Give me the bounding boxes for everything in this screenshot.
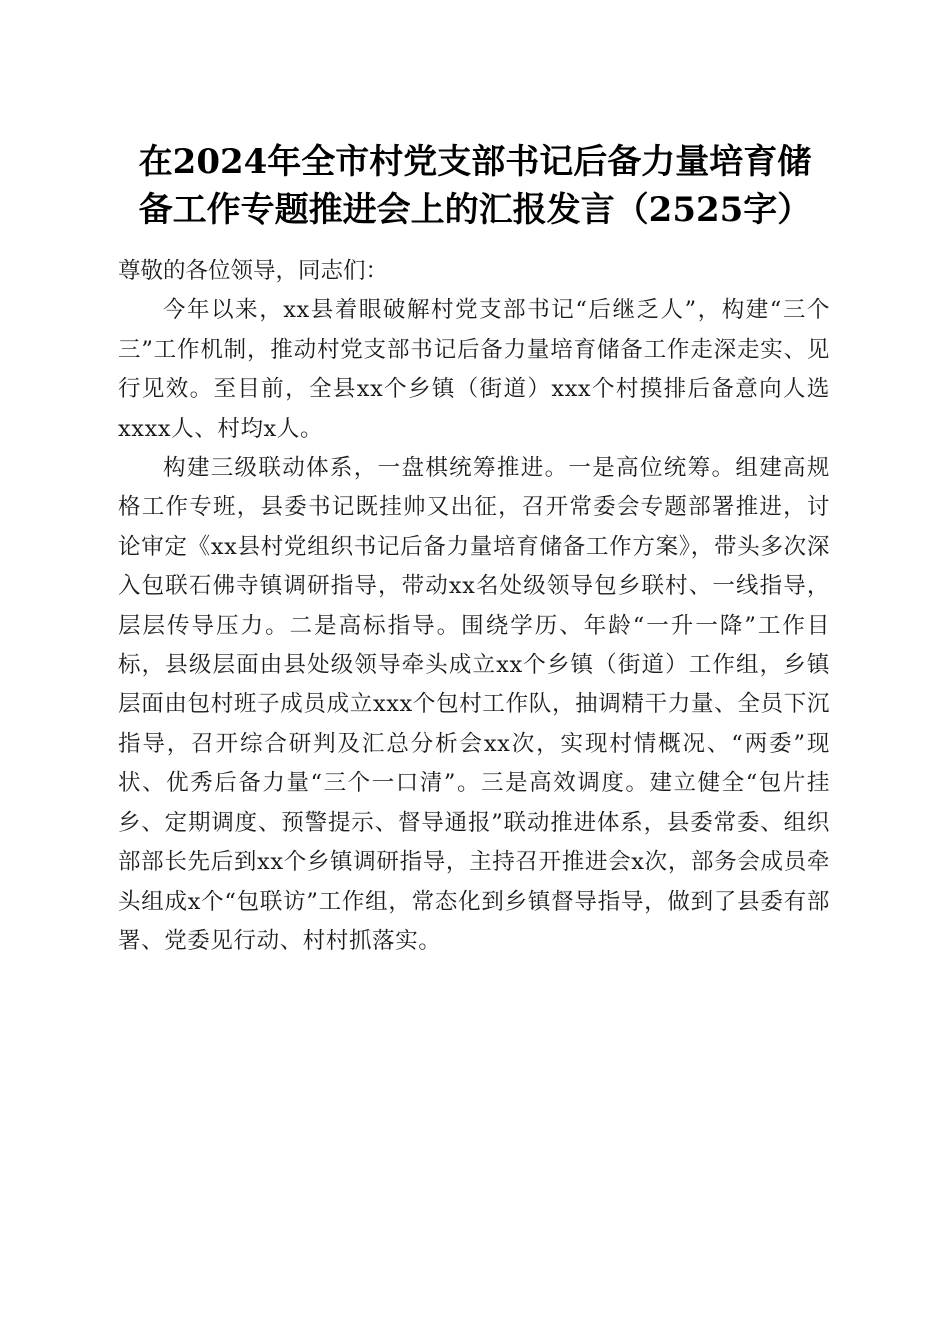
title-line-1: 在2024年全市村党支部书记后备力量培育储 bbox=[138, 142, 812, 182]
document-body bbox=[118, 252, 830, 961]
title-line-2: 备工作专题推进会上的汇报发言（2525字） bbox=[138, 190, 812, 230]
paragraph-intro: 今年以来，xx县着眼破解村党支部书记“后继乏人”，构建“三个三”工作机制，推动村党支部书记后备力量培育储备工作走深走实、见行见效。至目前，全县xx个乡镇（街道）xxx个村摸排后备意向人选xxxx人、村均x人。 bbox=[118, 297, 830, 442]
salutation: 尊敬的各位领导，同志们： bbox=[118, 258, 389, 284]
document-title bbox=[110, 138, 840, 234]
paragraph-linkage-system: 构建三级联动体系，一盘棋统筹推进。一是高位统筹。组建高规格工作专班，县委书记既挂帅又出征，召开常委会专题部署推进，讨论审定《xx县村党组织书记后备力量培育储备工作方案》，带头多次深入包联石佛寺镇调研指导，带动xx名处级领导包乡联村、一线指导，层层传导压力。二是高标指导。围绕学历、年龄“一升一降”工作目标，县级层面由县处级领导牵头成立xx个乡镇（街道）工作组，乡镇层面由包村班子成员成立xxx个包村工作队，抽调精干力量、全员下沉指导，召开综合研判及汇总分析会xx次，实现村情概况、“两委”现状、优秀后备力量“三个一口清”。三是高效调度。建立健全“包片挂乡、定期调度、预警提示、督导通报”联动推进体系，县委常委、组织部部长先后到xx个乡镇调研指导，主持召开推进会x次，部务会成员牵头组成x个“包联访”工作组，常态化到乡镇督导指导，做到了县委有部署、党委见行动、村村抓落实。 bbox=[118, 455, 830, 954]
